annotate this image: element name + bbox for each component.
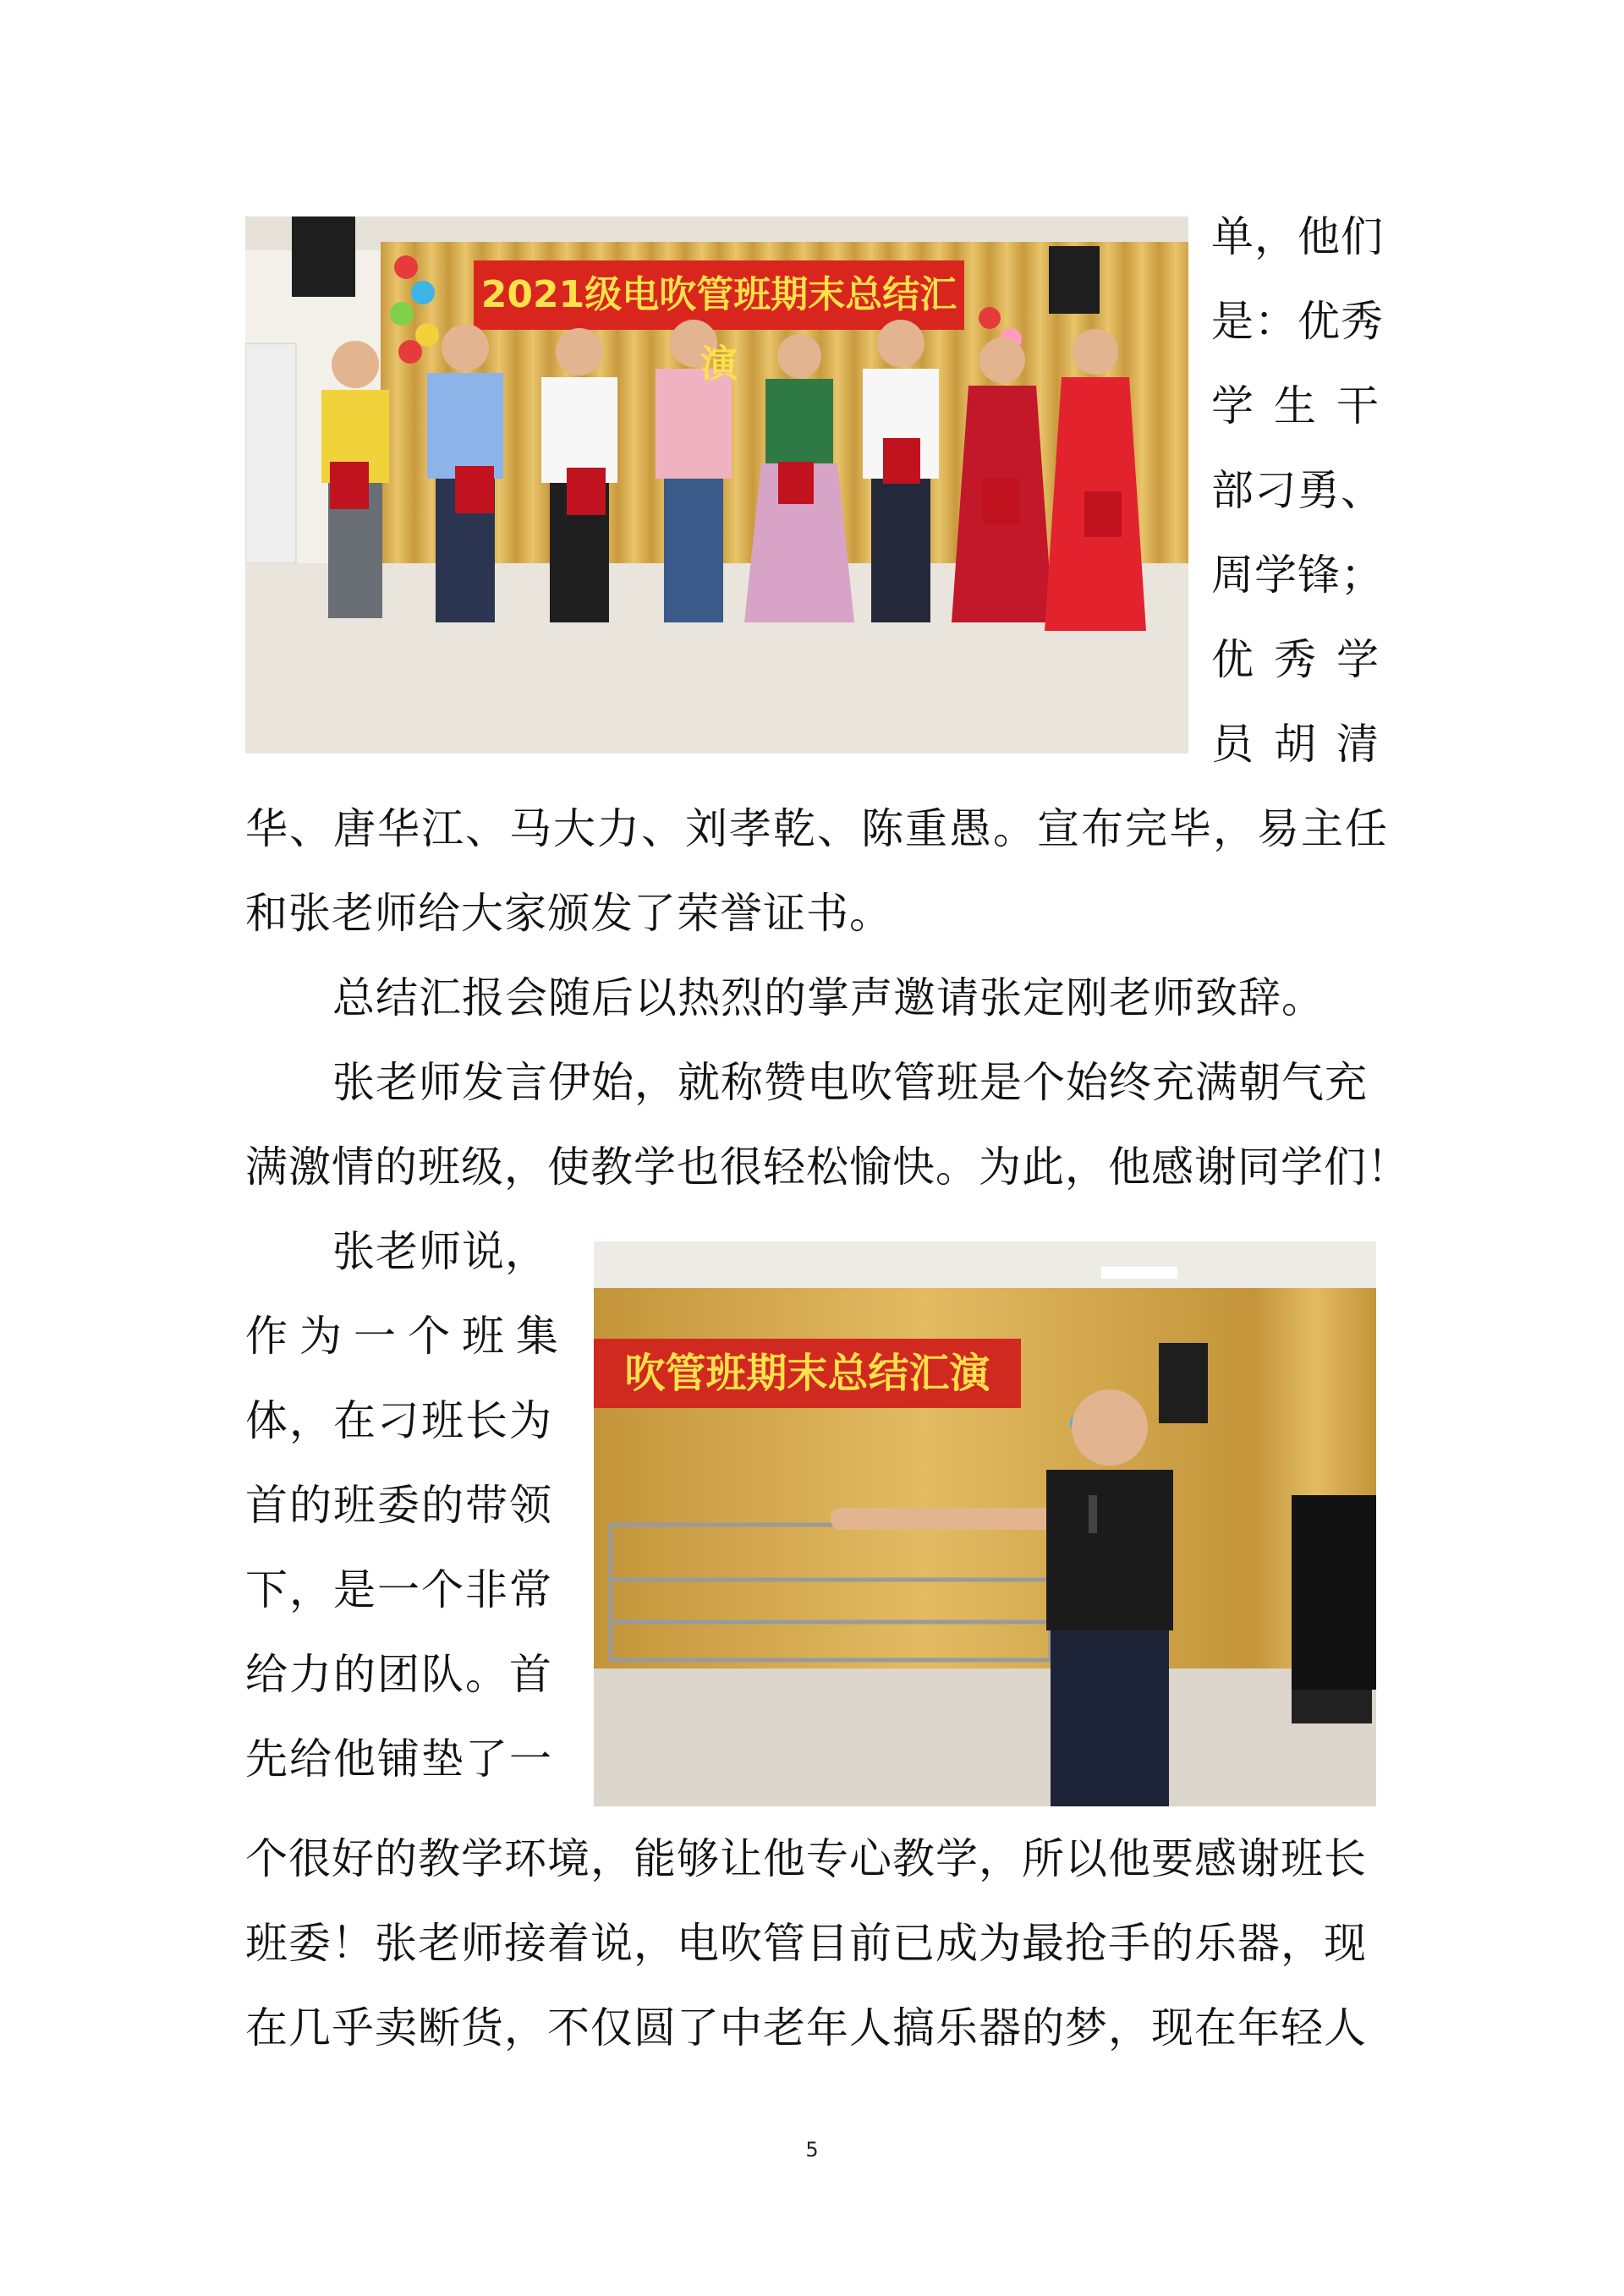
text-line: 体，在刁班长为 xyxy=(245,1396,553,1445)
group-photo xyxy=(245,216,1188,753)
speaker-left-icon xyxy=(292,216,355,297)
banner-text: 2021级电吹管班期末总结汇演 xyxy=(480,273,957,386)
text-line: 下，是一个非常 xyxy=(245,1565,553,1614)
text-line: 在几乎卖断货，不仅圆了中老年人搞乐器的梦，现在年轻人 xyxy=(245,2003,1367,2052)
text-line: 满激情的班级，使教学也很轻松愉快。为此，他感谢同学们！ xyxy=(245,1143,1410,1192)
text-line: 和张老师给大家颁发了荣誉证书。 xyxy=(245,889,892,938)
text-line: 单，他们 xyxy=(1211,212,1384,261)
text-line: 作为一个班集 xyxy=(245,1312,570,1361)
text-line: 张老师说， xyxy=(332,1227,548,1276)
text-line: 先给他铺垫了一 xyxy=(245,1734,553,1784)
text-line: 班委！张老师接着说，电吹管目前已成为最抢手的乐器，现 xyxy=(245,1919,1367,1968)
text-line: 张老师发言伊始，就称赞电吹管班是个始终充满朝气充 xyxy=(332,1058,1368,1107)
text-line: 是：优秀 xyxy=(1211,297,1384,346)
text-line: 个很好的教学环境，能够让他专心教学，所以他要感谢班长 xyxy=(245,1834,1367,1883)
text-line: 华、唐华江、马大力、刘孝乾、陈重愚。宣布完毕，易主任 xyxy=(245,804,1389,853)
speaker-icon xyxy=(1159,1343,1208,1423)
page-number: 5 xyxy=(805,2138,819,2162)
text-line: 总结汇报会随后以热烈的掌声邀请张定刚老师致辞。 xyxy=(332,973,1325,1022)
text-line: 学生干 xyxy=(1211,381,1399,430)
text-line: 给力的团队。首 xyxy=(245,1650,553,1699)
teacher-photo-drawing xyxy=(594,1241,1376,1806)
text-line: 周学锋； xyxy=(1211,551,1384,600)
banner-text: 吹管班期末总结汇演 xyxy=(624,1350,990,1397)
text-line: 员胡清 xyxy=(1211,720,1399,769)
teacher-photo xyxy=(594,1241,1376,1806)
text-line: 部刁勇、 xyxy=(1211,466,1384,515)
text-line: 首的班委的带领 xyxy=(245,1481,553,1530)
text-line: 优秀学 xyxy=(1211,635,1399,684)
speaker-right-icon xyxy=(1049,246,1100,314)
